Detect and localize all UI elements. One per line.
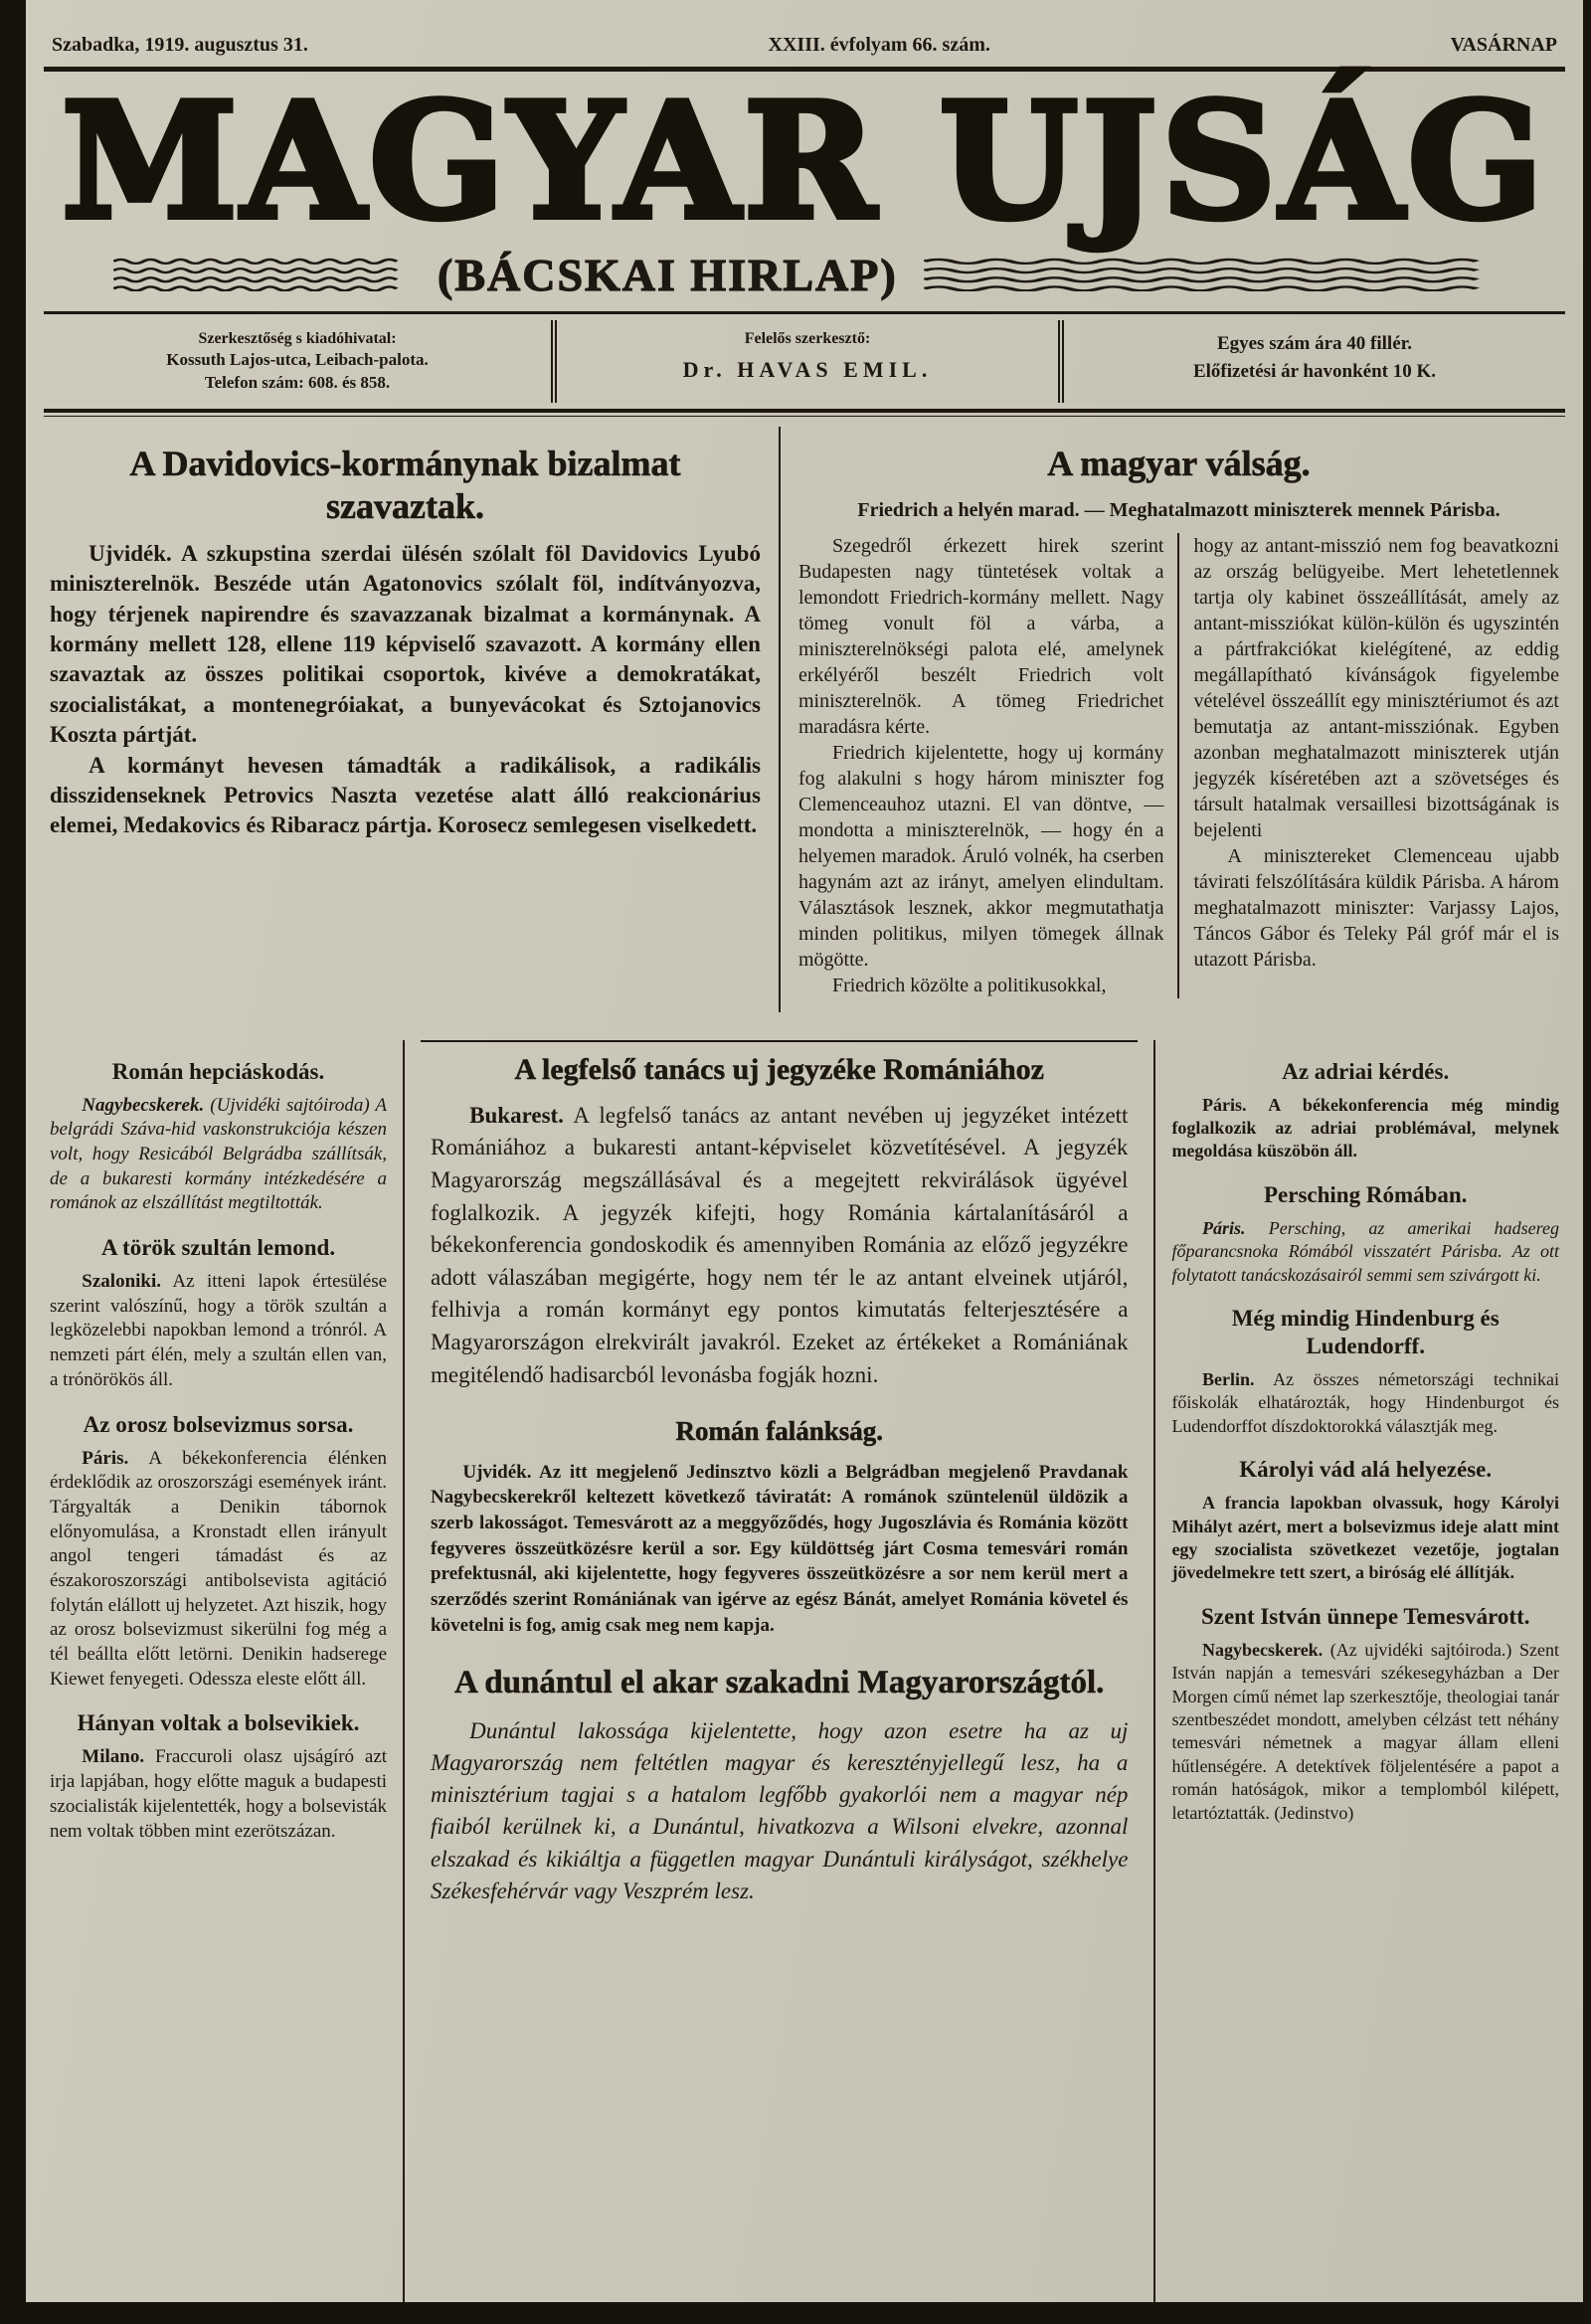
- article-legfelso-tanacs: [431, 1052, 1128, 1392]
- paragraph: A kormányt hevesen támadták a radikálisok, a radikális disszidenseknek Petrovics Naszta vezetése alatt álló reakcionárius elemei, Medakovics és Ribaracz pártja. Korosecz semlegesen viselkedett.: [50, 752, 761, 838]
- top-section: [50, 427, 1559, 1011]
- article-magyar-valsag: [798, 427, 1559, 997]
- editor-info: [551, 320, 1058, 403]
- wavy-line-decoration: [113, 258, 412, 291]
- article-roman-falanksag: [431, 1415, 1128, 1638]
- paragraph: [1171, 1094, 1559, 1163]
- article-title: Román falánkság.: [675, 1416, 884, 1447]
- paragraph: Friedrich közölte a politikusokkal,: [831, 974, 1107, 996]
- paragraph-text: A szkupstina szerdai ülésén szólalt föl Davidovics Lyubó miniszterelnök. Beszéde után Agatonovics szólalt föl, indítványozva, hogy térjenek napirendre és szavazzanak bizalmat a kormánynak. A kormány mellett 128, ellene 119 képviselő szavazott. A kormány ellen szavaztak az összes politikai csoportok, kivéve a demokratákat, szocialistákat, a montenegróiakat, a bunyevácokat és Sztojanovics Koszta pártját.: [50, 541, 761, 748]
- paragraph: Friedrich kijelentette, hogy uj kormány fog alakulni s hogy három miniszter fog Clemenceauhoz utazni. El van döntve, — mondotta a miniszterelnök, — hogy én a helyemen maradok. Áruló volnék, ha cserben hagynám azt az irányt, amelyen elindultam. Választások lesznek, akkor megmutathatja minden politikus, milyen tömegek állnak mögötte.: [797, 741, 1164, 971]
- article-hindenburg-ludendorff: [1171, 1305, 1559, 1438]
- article-title: Szent István ünnepe Temesvárott.: [1200, 1603, 1530, 1629]
- vertical-rule: [1153, 1040, 1155, 2302]
- article-dunantul-szakadas: [431, 1664, 1128, 1907]
- paragraph: A francia lapokban olvassuk, hogy Károlyi Mihályt azért, mert a bolsevizmus ideje alatt mint egy szocialista szövetkezet vezetője, jogtalan jövedelmekre tett szert, a biróság elé állítják.: [1171, 1493, 1559, 1583]
- right-column: [1171, 1040, 1559, 2302]
- paragraph-text: (Ujvidéki sajtóiroda) A belgrádi Száva-hid vaskonstrukciója készen volt, hogy Resicából Belgrádba szállítsák, de a bukaresti kormány intézkedésére a románok az elszállítást megtiltották.: [50, 1094, 388, 1214]
- paragraph: Dunántul lakossága kijelentette, hogy azon esetre ha az uj Magyarország nem feltétlen magyar és keresztényjellegű lesz, ha a minisztérium tagjai s a hatalom legfőbb gyakorlói nem a magyar nép fiaiból kerülnek ki, a Dunántul, hivatkozva a Wilsoni elvekre, azonnal elszakad és kikiáltja a független magyar Dunántuli királyságot, székhelye Székesfehérvár vagy Veszprém lesz.: [431, 1717, 1129, 1903]
- dateline-bar: [44, 0, 1565, 72]
- editor-label: Felelős szerkesztő:: [744, 329, 871, 347]
- article-title: A legfelső tanács uj jegyzéke Romániához: [514, 1052, 1044, 1086]
- dateline-lead: Páris.: [1202, 1094, 1247, 1115]
- paragraph-text: (Az ujvidéki sajtóiroda.) Szent István napján a temesvári székesegyházban a Der Morgen című német lap szerkesztője, theologiai tanár szentbeszédet mondott, amelyben célzást tett néhány temesvári németnek a magyar állam elleni hűtlenségére. A detektívek följelentésére a papot a román hatóságok, mikor a templomból kilépett, letartóztatták. (Jedinstvo): [1171, 1639, 1559, 1823]
- article-title: A Davidovics-kormánynak bizalmat szavaztak.: [129, 444, 681, 526]
- dateline-lead: Ujvidék.: [462, 1461, 532, 1483]
- paragraph: hogy az antant-misszió nem fog beavatkozni az ország belügyeibe. Mert lehetetlennek tartja oly kabinet összeállítását, amely az antant-missziókat külön-külön és ugyszintén a pártfrakciókat kielégítené, az eddig megállapítható kívánságok figyelembe vételével összeállít egy minisztériumot és azt bemutatja az antant-missziónak. Egyben azonban meghatalmazott miniszterek utján jegyzék kíséretében azt a szövetséges és társult hatalmak versaillesi bizottságának is bejelenti: [1193, 534, 1559, 841]
- page-content: [44, 427, 1565, 2302]
- paragraph: [50, 1270, 387, 1392]
- dateline-weekday: VASÁRNAP: [1450, 34, 1557, 56]
- newspaper-page: [26, 0, 1583, 2302]
- article-title: A dunántul el akar szakadni Magyarországtól.: [454, 1665, 1105, 1701]
- article-title: Még mindig Hindenburg és Ludendorff.: [1231, 1305, 1500, 1359]
- article-title: Az orosz bolsevizmus sorsa.: [83, 1411, 354, 1437]
- price-subscription: Előfizetési ár havonként 10 K.: [1192, 361, 1436, 383]
- dateline-lead: Páris.: [1202, 1217, 1246, 1238]
- office-info: [44, 320, 551, 403]
- article-karolyi-vad: [1171, 1456, 1559, 1585]
- vertical-rule: [403, 1040, 405, 2302]
- article-title: Román hepciáskodás.: [111, 1058, 325, 1084]
- article-title: A török szultán lemond.: [100, 1235, 336, 1261]
- vertical-rule: [779, 427, 781, 1011]
- vertical-rule: [1177, 533, 1179, 998]
- paragraph: [431, 1460, 1128, 1638]
- infobar: [44, 314, 1565, 409]
- dateline-issue-number: XXIII. évfolyam 66. szám.: [768, 34, 990, 56]
- paragraph: [50, 539, 761, 751]
- article-deck: Friedrich a helyén marad. — Meghatalmazott miniszterek mennek Párisba.: [857, 498, 1501, 521]
- paragraph: [431, 1100, 1128, 1392]
- paragraph: [1171, 1639, 1559, 1825]
- article-title: Persching Rómában.: [1263, 1181, 1468, 1207]
- newspaper-title: MAGYAR UJSÁG: [61, 68, 1548, 255]
- dateline-lead: Ujvidék.: [88, 541, 172, 566]
- article-column-left: [798, 533, 1164, 998]
- paragraph: [1171, 1368, 1559, 1438]
- dateline-lead: Nagybecskerek.: [82, 1094, 205, 1116]
- paragraph-text: A békekonferencia élénken érdeklődik az oroszországi események iránt. Tárgyalták a Denikin tábornok előnyomulása, a Kronstadt ellen irányult angol tengeri támadást és az északoroszországi antibolsevista agitáció folytán elállott uj helyzetet. Azt hiszik, hogy az orosz bolsevizmust sikerülni fog még a tél beállta előtt letörni. Denikin hadserege Kiewet fenyegeti. Odessza eleste előtt áll.: [50, 1447, 388, 1690]
- left-column: [50, 1040, 387, 2302]
- horizontal-double-rule: [44, 409, 1565, 417]
- article-torok-szultan: [50, 1234, 387, 1392]
- office-phone: Telefon szám: 608. és 858.: [204, 373, 391, 393]
- article-title: Hányan voltak a bolsevikiek.: [77, 1710, 360, 1736]
- paragraph: [50, 1745, 387, 1844]
- dateline-lead: Bukarest.: [469, 1102, 564, 1128]
- paragraph: A minisztereket Clemenceau ujabb távirati felszólítására küldik Párisba. A három meghatalmazott miniszter: Varjassy Lajos, Táncos Gábor és Teleky Pál gróf már el is utazott Párisba.: [1193, 844, 1559, 971]
- article-roman-hepciaskodas: [50, 1058, 387, 1216]
- paragraph: [1171, 1217, 1559, 1287]
- article-column-right: [1193, 533, 1559, 998]
- paragraph: [50, 1447, 387, 1693]
- office-address: Kossuth Lajos-utca, Leibach-palota.: [166, 350, 429, 370]
- dateline-place-date: Szabadka, 1919. augusztus 31.: [52, 34, 308, 56]
- paragraph: [50, 1094, 387, 1216]
- newspaper-subtitle: (BÁCSKAI HIRLAP): [438, 249, 898, 300]
- price-info: [1058, 320, 1565, 403]
- dateline-lead: Szaloniki.: [82, 1271, 162, 1293]
- article-title: Az adriai kérdés.: [1282, 1058, 1450, 1084]
- subtitle-row: [113, 249, 1505, 301]
- paragraph-text: A legfelső tanács az antant nevében uj jegyzéket intézett Romániához a bukaresti antant-képviselet közvetítésével. A jegyzék Magyarország megszállásával és a megejtett rekvirálások ügyével foglalkozik. A jegyzék kifejti, hogy Románia kártalanításáról a békekonferencia gondoskodik és amennyiben Románia az előző jegyzékre adott válaszában megigérte, hogy nem tér le az antant elveinek utjáról, felhivja a román kormányt egy pontos kimutatás felterjesztésére a Magyarországon elrekvirált javakról. Ezeket az értékeket a Romániának megitélendő hadisarcból levonásba fogják hozni.: [431, 1102, 1129, 1387]
- paragraph-text: Fraccuroli olasz ujságíró azt irja lapjában, hogy előtte maguk a budapesti szocialisták kijelentették, hogy a bolsevisták nem voltak többen mint ezerötszázan.: [50, 1746, 388, 1842]
- dateline-lead: Nagybecskerek.: [1202, 1639, 1324, 1660]
- paragraph-text: Az itteni lapok értesülése szerint valószínű, hogy a török szultán a legközelebbi napokban lemond a trónról. A nemzeti párt élén, mely a szultán ellen van, a trónörökös áll.: [50, 1271, 388, 1390]
- article-title: A magyar válság.: [1047, 444, 1311, 484]
- dateline-lead: Berlin.: [1202, 1369, 1255, 1390]
- article-orosz-bolsevizmus: [50, 1411, 387, 1693]
- article-adriai-kerdes: [1171, 1058, 1559, 1163]
- paragraph: Szegedről érkezett hirek szerint Budapesten nagy tüntetések voltak a lemondott Friedrich-kormány mellett. Nagy tömeg vonult föl a várba, a miniszterelnökségi palota elé, amelynek erkélyéről beszélt Friedrich volt miniszterelnök. A tömeg Friedrichet maradásra kérte.: [797, 534, 1164, 738]
- dateline-lead: Milano.: [82, 1746, 145, 1768]
- article-title: Károlyi vád alá helyezése.: [1239, 1457, 1493, 1483]
- paragraph-text: Persching, az amerikai hadsereg főparancsnoka Rómából visszatért Párisba. Az ott folytatott tanácskozásairól semmi sem szivárgott ki.: [1171, 1217, 1559, 1285]
- wavy-line-decoration: [924, 258, 1505, 291]
- bottom-section: [50, 1040, 1559, 2302]
- article-szent-istvan-unnepe: [1171, 1603, 1559, 1825]
- middle-column: [421, 1040, 1138, 2302]
- article-hanyan-bolsevikiek: [50, 1709, 387, 1844]
- paragraph-text: Az itt megjelenő Jedinsztvo közli a Belgrádban megjelenő Pravdanak Nagybecskerekről keltezett következő táviratát: A románok szüntelenül üldözik a szerb lakosságot. Temesvárott az a meggyőződés, hogy Jugoszlávia és Románia között fegyveres összeütközésre kerül a sor. Egy küldöttség járt Cosma temesvári román prefektusnál, aki kijelentette, hogy fegyveres összeütközésre a sor nem kerül mert a szerződés szerint Romániának van igérve az egész Bánát, amelyet Románia követel és követelni is fog, amig csak meg nem kapja.: [431, 1461, 1129, 1636]
- article-persching-romaban: [1171, 1181, 1559, 1287]
- price-single-copy: Egyes szám ára 40 fillér.: [1216, 332, 1413, 354]
- paragraph-text: Az összes németországi technikai főiskolák elhatározták, hogy Hindenburgot és Ludendorffot díszdoktorokká választják meg.: [1171, 1369, 1559, 1436]
- paragraph-text: A békekonferencia még mindig foglalkozik az adriai problémával, melynek megoldása küszöbön áll.: [1171, 1094, 1559, 1162]
- article-columns: [798, 533, 1559, 998]
- editor-name: Dr. HAVAS EMIL.: [682, 357, 933, 383]
- office-label: Szerkesztőség s kiadóhivatal:: [198, 329, 397, 347]
- dateline-lead: Páris.: [82, 1447, 129, 1469]
- article-davidovics: [50, 427, 761, 997]
